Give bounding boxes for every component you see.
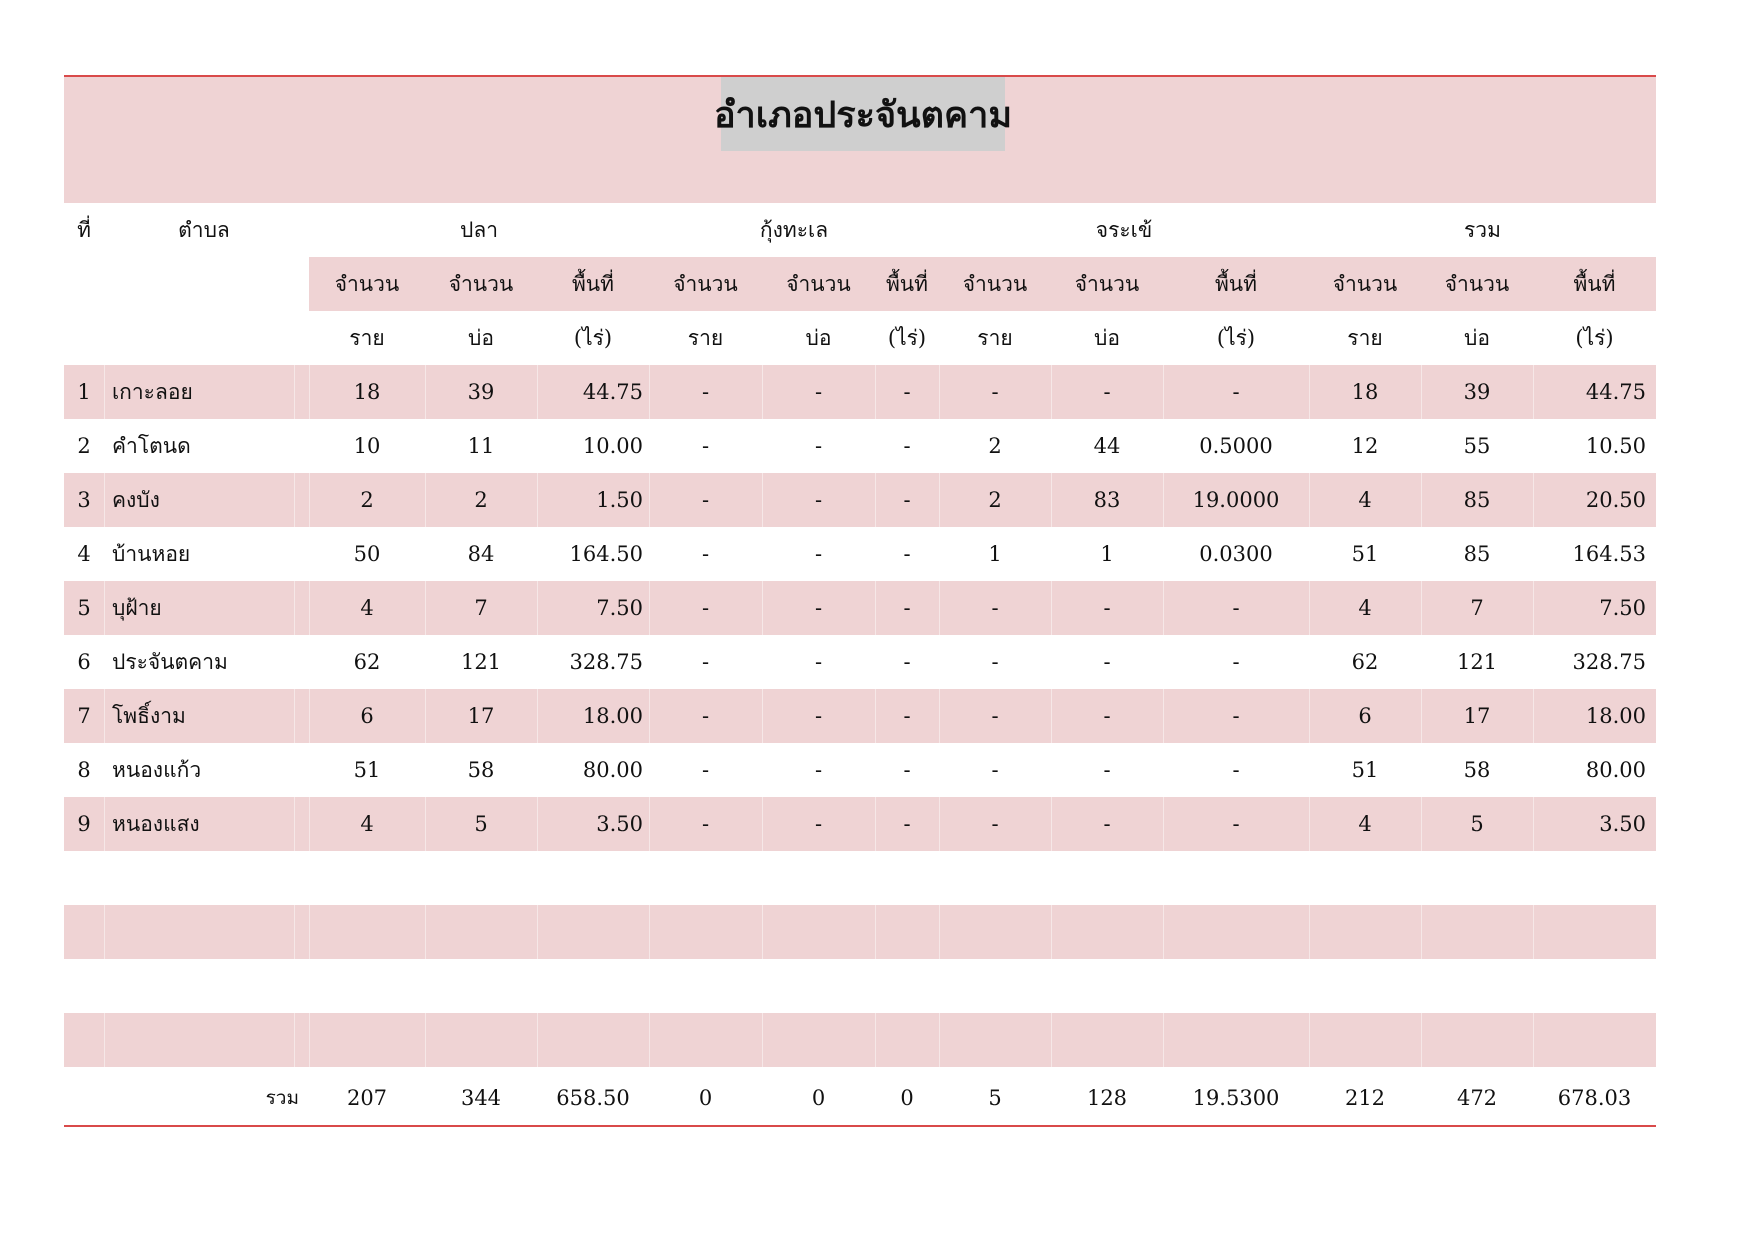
table-cell: 3.50 bbox=[1599, 812, 1646, 836]
page-title: อำเภอประจันตคาม bbox=[721, 77, 1005, 151]
table-cell: 2 bbox=[988, 434, 1002, 458]
row-number: 1 bbox=[77, 380, 91, 404]
table-cell: - bbox=[903, 704, 911, 728]
table-cell: 17 bbox=[467, 704, 495, 728]
table-cell: - bbox=[1232, 650, 1240, 674]
table-cell: - bbox=[701, 380, 710, 404]
table-cell: - bbox=[701, 434, 710, 458]
table-cell: - bbox=[903, 812, 911, 836]
table-cell: 44.75 bbox=[1585, 380, 1646, 404]
grid-line bbox=[1309, 905, 1310, 959]
table-cell: 1 bbox=[988, 542, 1002, 566]
title-band bbox=[64, 77, 1656, 203]
total-value: 212 bbox=[1344, 1086, 1386, 1110]
sub2-col-6: (ไร่) bbox=[887, 325, 927, 350]
grid-line bbox=[537, 905, 538, 959]
table-cell: 62 bbox=[353, 650, 381, 674]
table-cell: - bbox=[1232, 812, 1240, 836]
table-row bbox=[64, 743, 1656, 797]
table-cell: - bbox=[903, 542, 911, 566]
bottom-border bbox=[64, 1125, 1656, 1127]
table-cell: 80.00 bbox=[1585, 758, 1646, 782]
total-value: 0 bbox=[698, 1086, 713, 1110]
sub1-col-4: จำนวน bbox=[673, 271, 738, 296]
sub2-col-8: บ่อ bbox=[1094, 325, 1120, 350]
table-cell: 20.50 bbox=[1585, 488, 1646, 512]
table-cell: 44.75 bbox=[582, 380, 643, 404]
table-cell: 7.50 bbox=[1599, 596, 1646, 620]
table-row bbox=[64, 473, 1656, 527]
table-cell: 2 bbox=[474, 488, 488, 512]
table-cell: 84 bbox=[467, 542, 495, 566]
table-cell: - bbox=[814, 812, 823, 836]
table-row bbox=[64, 527, 1656, 581]
grid-line bbox=[294, 1013, 295, 1067]
grid-line bbox=[294, 905, 295, 959]
table-cell: 2 bbox=[988, 488, 1002, 512]
row-number: 5 bbox=[77, 596, 91, 620]
sub1-col-12: พื้นที่ bbox=[1573, 271, 1616, 296]
table-cell: - bbox=[903, 758, 911, 782]
table-row bbox=[64, 635, 1656, 689]
sub2-col-3: (ไร่) bbox=[573, 325, 613, 350]
table-cell: 3.50 bbox=[596, 812, 643, 836]
sub2-col-2: บ่อ bbox=[468, 325, 494, 350]
header-group-total: รวม bbox=[1464, 217, 1501, 242]
tambon-name: คำโตนด bbox=[112, 433, 191, 458]
table-row bbox=[64, 365, 1656, 419]
tambon-name: บ้านหอย bbox=[112, 541, 191, 566]
table-cell: - bbox=[701, 704, 710, 728]
sub1-col-11: จำนวน bbox=[1444, 271, 1510, 296]
grid-line bbox=[762, 1013, 763, 1067]
table-cell: 1 bbox=[1100, 542, 1114, 566]
table-cell: 51 bbox=[1351, 542, 1379, 566]
grid-line bbox=[1051, 905, 1052, 959]
table-cell: 6 bbox=[1358, 704, 1372, 728]
table-cell: 328.75 bbox=[1572, 650, 1646, 674]
sub2-col-10: ราย bbox=[1347, 325, 1383, 350]
grid-line bbox=[104, 365, 105, 419]
table-cell: 18.00 bbox=[1585, 704, 1646, 728]
table-cell: 19.0000 bbox=[1192, 488, 1280, 512]
table-cell: 18 bbox=[353, 380, 381, 404]
row-number: 2 bbox=[77, 434, 91, 458]
table-cell: - bbox=[814, 596, 823, 620]
grid-line bbox=[309, 1013, 310, 1067]
sub2-col-7: ราย bbox=[977, 325, 1013, 350]
table-cell: 50 bbox=[353, 542, 381, 566]
empty-row bbox=[64, 1013, 1656, 1067]
sub1-col-7: จำนวน bbox=[962, 271, 1028, 296]
tambon-name: ประจันตคาม bbox=[112, 649, 228, 674]
header-tambon: ตำบล bbox=[178, 217, 230, 242]
empty-row bbox=[64, 959, 1656, 1013]
table-cell: - bbox=[814, 488, 823, 512]
grid-line bbox=[309, 905, 310, 959]
tambon-name: หนองแสง bbox=[112, 811, 200, 836]
table-cell: - bbox=[1103, 380, 1111, 404]
table-cell: - bbox=[814, 758, 823, 782]
table-cell: - bbox=[1103, 596, 1111, 620]
grid-line bbox=[649, 1013, 650, 1067]
sub1-col-9: พื้นที่ bbox=[1214, 271, 1258, 296]
table-cell: 5 bbox=[1470, 812, 1484, 836]
table-cell: 18.00 bbox=[582, 704, 643, 728]
sub1-col-1: จำนวน bbox=[334, 271, 400, 296]
table-cell: - bbox=[814, 542, 823, 566]
grid-line bbox=[104, 689, 105, 743]
grid-line bbox=[762, 905, 763, 959]
table-cell: 85 bbox=[1463, 542, 1491, 566]
grid-line bbox=[1051, 1013, 1052, 1067]
grid-line bbox=[875, 1013, 876, 1067]
table-cell: 4 bbox=[1358, 812, 1372, 836]
table-cell: - bbox=[701, 596, 710, 620]
table-cell: 7 bbox=[1470, 596, 1484, 620]
table-cell: - bbox=[701, 488, 710, 512]
sub1-col-6: พื้นที่ bbox=[885, 271, 929, 296]
tambon-name: บุฝ้าย bbox=[112, 595, 162, 620]
table-cell: 4 bbox=[1358, 596, 1372, 620]
table-cell: 10 bbox=[353, 434, 381, 458]
tambon-name: คงบัง bbox=[112, 487, 160, 512]
row-number: 7 bbox=[77, 704, 91, 728]
total-value: 19.5300 bbox=[1192, 1086, 1280, 1110]
table-cell: - bbox=[1232, 380, 1240, 404]
grid-line bbox=[104, 797, 105, 851]
table-cell: - bbox=[701, 758, 710, 782]
table-cell: - bbox=[701, 542, 710, 566]
grid-line bbox=[104, 905, 105, 959]
table-row bbox=[64, 689, 1656, 743]
table-cell: 121 bbox=[1456, 650, 1498, 674]
table-cell: - bbox=[814, 380, 823, 404]
table-cell: - bbox=[701, 650, 710, 674]
table-cell: 62 bbox=[1351, 650, 1379, 674]
table-cell: - bbox=[1103, 704, 1111, 728]
table-cell: - bbox=[701, 812, 710, 836]
empty-row bbox=[64, 851, 1656, 905]
grid-line bbox=[1533, 1013, 1534, 1067]
table-cell: 4 bbox=[360, 812, 374, 836]
table-cell: 44 bbox=[1093, 434, 1121, 458]
sub2-col-5: บ่อ bbox=[805, 325, 832, 350]
grid-line bbox=[1421, 905, 1422, 959]
total-value: 678.03 bbox=[1557, 1086, 1632, 1110]
table-cell: 51 bbox=[353, 758, 381, 782]
table-cell: 7.50 bbox=[596, 596, 643, 620]
table-cell: 58 bbox=[1463, 758, 1491, 782]
table-cell: - bbox=[1232, 704, 1240, 728]
sub2-col-1: ราย bbox=[349, 325, 385, 350]
table-cell: 4 bbox=[360, 596, 374, 620]
sub-header-row-1 bbox=[64, 257, 1656, 311]
header-no: ที่ bbox=[77, 217, 91, 242]
table-cell: 164.53 bbox=[1572, 542, 1646, 566]
table-cell: 328.75 bbox=[569, 650, 643, 674]
table-cell: - bbox=[1103, 812, 1111, 836]
grid-line bbox=[875, 905, 876, 959]
table-cell: 11 bbox=[467, 434, 495, 458]
table-cell: 55 bbox=[1463, 434, 1491, 458]
table-cell: - bbox=[1103, 758, 1111, 782]
total-row bbox=[64, 1071, 1656, 1125]
table-cell: 5 bbox=[474, 812, 488, 836]
table-cell: 0.0300 bbox=[1199, 542, 1273, 566]
table-cell: 4 bbox=[1358, 488, 1372, 512]
total-value: 0 bbox=[900, 1086, 914, 1110]
sub-header-row-2 bbox=[64, 311, 1656, 365]
sub1-col-10: จำนวน bbox=[1332, 271, 1398, 296]
table-cell: - bbox=[1232, 596, 1240, 620]
table-cell: 121 bbox=[460, 650, 502, 674]
grid-line bbox=[939, 1013, 940, 1067]
table-cell: - bbox=[814, 650, 823, 674]
table-cell: 85 bbox=[1463, 488, 1491, 512]
sub1-col-2: จำนวน bbox=[448, 271, 514, 296]
table-cell: - bbox=[903, 596, 911, 620]
row-number: 8 bbox=[77, 758, 91, 782]
table-cell: - bbox=[991, 704, 999, 728]
table-cell: 1.50 bbox=[596, 488, 643, 512]
grid-line bbox=[425, 905, 426, 959]
header-group-fish: ปลา bbox=[460, 217, 498, 242]
table-cell: 164.50 bbox=[569, 542, 643, 566]
grid-line bbox=[1533, 905, 1534, 959]
row-number: 6 bbox=[77, 650, 91, 674]
row-number: 4 bbox=[77, 542, 91, 566]
table-cell: 0.5000 bbox=[1199, 434, 1273, 458]
header-group-shrimp: กุ้งทะเล bbox=[759, 217, 829, 242]
grid-line bbox=[1163, 1013, 1164, 1067]
table-cell: - bbox=[1232, 758, 1240, 782]
total-value: 472 bbox=[1456, 1086, 1498, 1110]
grid-line bbox=[104, 1013, 105, 1067]
group-header-row bbox=[64, 203, 1656, 257]
grid-line bbox=[104, 581, 105, 635]
total-value: 128 bbox=[1086, 1086, 1128, 1110]
table-row bbox=[64, 419, 1656, 473]
row-number: 3 bbox=[77, 488, 91, 512]
sub1-col-5: จำนวน bbox=[786, 271, 851, 296]
table-cell: 7 bbox=[474, 596, 488, 620]
sub2-col-12: (ไร่) bbox=[1575, 325, 1614, 350]
table-cell: 2 bbox=[360, 488, 374, 512]
table-cell: - bbox=[1103, 650, 1111, 674]
table-cell: 17 bbox=[1463, 704, 1491, 728]
header-group-crocodile: จระเข้ bbox=[1095, 217, 1153, 242]
tambon-name: โพธิ์งาม bbox=[112, 703, 186, 728]
table-cell: 83 bbox=[1093, 488, 1121, 512]
table-cell: - bbox=[814, 434, 823, 458]
sub1-col-3: พื้นที่ bbox=[571, 271, 615, 296]
grid-line bbox=[939, 905, 940, 959]
table-cell: 39 bbox=[1463, 380, 1491, 404]
grid-line bbox=[537, 1013, 538, 1067]
grid-line bbox=[1163, 905, 1164, 959]
total-value: 344 bbox=[460, 1086, 502, 1110]
sub2-col-11: บ่อ bbox=[1464, 325, 1490, 350]
total-value: 658.50 bbox=[556, 1086, 630, 1110]
table-cell: 51 bbox=[1351, 758, 1379, 782]
grid-line bbox=[1309, 1013, 1310, 1067]
table-row bbox=[64, 581, 1656, 635]
table-cell: - bbox=[991, 758, 999, 782]
grid-line bbox=[649, 905, 650, 959]
table-cell: - bbox=[814, 704, 823, 728]
table-cell: - bbox=[991, 650, 999, 674]
grid-line bbox=[1421, 1013, 1422, 1067]
total-value: 207 bbox=[346, 1086, 388, 1110]
table-cell: - bbox=[903, 650, 911, 674]
table-cell: - bbox=[903, 434, 911, 458]
total-value: 5 bbox=[988, 1086, 1002, 1110]
grid-line bbox=[425, 1013, 426, 1067]
total-value: 0 bbox=[811, 1086, 826, 1110]
table-cell: 80.00 bbox=[582, 758, 643, 782]
table-cell: 18 bbox=[1351, 380, 1379, 404]
table-cell: 58 bbox=[467, 758, 495, 782]
table-cell: 10.50 bbox=[1585, 434, 1646, 458]
table-cell: 6 bbox=[360, 704, 374, 728]
grid-line bbox=[104, 473, 105, 527]
table-cell: - bbox=[991, 812, 999, 836]
empty-row bbox=[64, 905, 1656, 959]
sub1-col-8: จำนวน bbox=[1074, 271, 1140, 296]
table-cell: 10.00 bbox=[582, 434, 643, 458]
sub2-col-4: ราย bbox=[687, 325, 724, 350]
table-cell: - bbox=[903, 488, 911, 512]
table-row bbox=[64, 797, 1656, 851]
table-cell: - bbox=[991, 596, 999, 620]
table-cell: - bbox=[991, 380, 999, 404]
row-number: 9 bbox=[77, 812, 91, 836]
table-cell: 12 bbox=[1351, 434, 1379, 458]
tambon-name: หนองแก้ว bbox=[112, 757, 202, 782]
sub2-col-9: (ไร่) bbox=[1216, 325, 1256, 350]
tambon-name: เกาะลอย bbox=[112, 379, 193, 404]
table-cell: 39 bbox=[467, 380, 495, 404]
total-label: รวม bbox=[265, 1087, 299, 1109]
table-cell: - bbox=[903, 380, 911, 404]
